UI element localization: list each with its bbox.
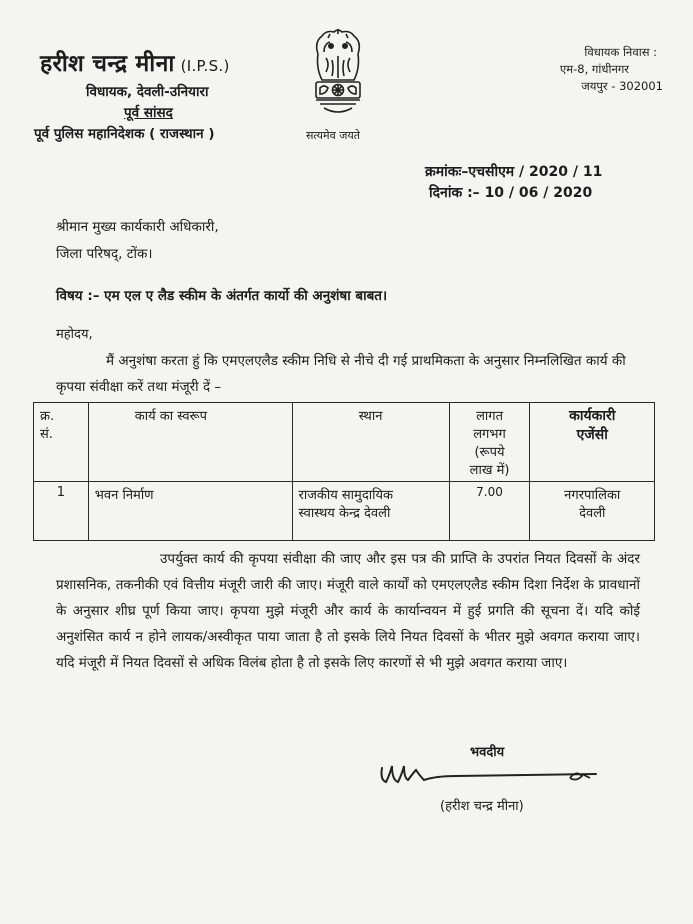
cell-place xyxy=(292,482,449,541)
paragraph-instructions xyxy=(56,546,640,676)
reference-number-value: एचसीएम / 2020 / 11 xyxy=(468,164,603,180)
header-place: स्थान xyxy=(292,403,449,482)
sender-name: हरीश चन्द्र मीना xyxy=(40,51,175,77)
cell-cost: 7.00 xyxy=(449,482,530,541)
table-row xyxy=(34,482,655,541)
header-cost-line-3: (रूपये xyxy=(474,445,505,460)
valediction: भवदीय xyxy=(470,745,505,760)
header-work-type: कार्य का स्वरूप xyxy=(88,403,292,482)
signature-image xyxy=(376,752,602,794)
sender-suffix: (I.P.S.) xyxy=(180,57,230,75)
cell-agency-line-2: देवली xyxy=(579,506,606,521)
emblem-motto: सत्यमेव जयते xyxy=(306,129,361,142)
recipient-line-2: जिला परिषद्, टोंक। xyxy=(56,246,153,262)
reference-number xyxy=(425,162,602,183)
header-cost-line-2: लगभग xyxy=(473,427,506,442)
reference-block xyxy=(425,162,602,204)
header-agency-line-1: कार्यकारी xyxy=(569,408,616,424)
header-serial xyxy=(34,403,89,482)
sender-designation-ex-dgp: पूर्व पुलिस महानिदेशक ( राजस्थान ) xyxy=(34,126,215,142)
address-line-3: जयपुर - 302001 xyxy=(581,79,663,93)
cell-place-line-1: राजकीय सामुदायिक xyxy=(298,488,393,503)
reference-date xyxy=(429,183,602,204)
paragraph-request xyxy=(56,348,638,400)
header-serial-line-2: सं. xyxy=(40,427,53,442)
recipient-block xyxy=(56,214,219,268)
paragraph-request-text: मैं अनुशंषा करता हुं कि एमएलएलैड स्कीम निधि से नीचे दी गई प्राथमिकता के अनुसार निम्नलिखित कार्य की कृपया संवीक्षा करें तथा मंजूरी दें – xyxy=(56,353,626,395)
cell-place-line-2: स्वास्थय केन्द्र देवली xyxy=(298,506,391,521)
header-cost-line-1: लागत xyxy=(476,409,503,424)
cell-serial: 1 xyxy=(34,482,89,541)
reference-date-label: दिनांक :– xyxy=(429,185,480,201)
header-agency xyxy=(530,403,655,482)
paragraph-instructions-text: उपर्युक्त कार्य की कृपया संवीक्षा की जाए और इस पत्र की प्राप्ति के उपरांत नियत दिवसों के अंदर प्रशासनिक, तकनीकी एवं वित्तीय मंजूरी जारी की जाए। मंजूरी वाले कार्यों को एमएलएलैड स्कीम दिशा निर्देश के प्रावधानों के अनुसार शीघ्र पूर्ण किया जाए। कृपया मुझे मंजूरी और कार्य के कार्यान्वयन में हुई प्रगति की सूचना दें। यदि कोई अनुशंसित कार्य न होने लायक/अस्वीकृत पाया जाता है तो इसके लिये नियत दिवसों के भीतर मुझे अवगत कराया जाए। यदि मंजूरी में नियत दिवसों से अधिक विलंब होता है तो इसके लिए कारणों से भी मुझे अवगत कराया जाए। xyxy=(56,551,640,671)
salutation: महोदय, xyxy=(56,327,93,342)
subject-line: विषय :– एम एल ए लैड स्कीम के अंतर्गत कार्यो की अनुशंषा बाबत। xyxy=(56,288,388,304)
letterhead-name xyxy=(40,46,230,78)
recipient-line-1: श्रीमान मुख्य कार्यकारी अधिकारी, xyxy=(56,219,219,235)
header-agency-line-2: एजेंसी xyxy=(576,427,608,443)
header-cost xyxy=(449,403,530,482)
ashoka-emblem-icon xyxy=(304,24,372,124)
table-header-row xyxy=(34,403,655,482)
cell-agency xyxy=(530,482,655,541)
reference-date-value: 10 / 06 / 2020 xyxy=(484,185,593,201)
works-table xyxy=(33,402,655,541)
header-serial-line-1: क्र. xyxy=(40,409,55,424)
signer-name: (हरीश चन्द्र मीना) xyxy=(440,799,524,814)
header-cost-line-4: लाख में) xyxy=(469,463,510,478)
reference-number-label: क्रमांकः– xyxy=(425,164,469,180)
cell-agency-line-1: नगरपालिका xyxy=(564,488,621,503)
sender-designation-ex-mp: पूर्व सांसद xyxy=(124,105,173,121)
address-line-2: एम-8, गांधीनगर xyxy=(559,62,629,76)
sender-designation-mla: विधायक, देवली-उनियारा xyxy=(86,84,209,100)
residence-address xyxy=(560,44,663,95)
address-line-1: विधायक निवास : xyxy=(584,45,657,59)
cell-work-type: भवन निर्माण xyxy=(88,482,292,541)
